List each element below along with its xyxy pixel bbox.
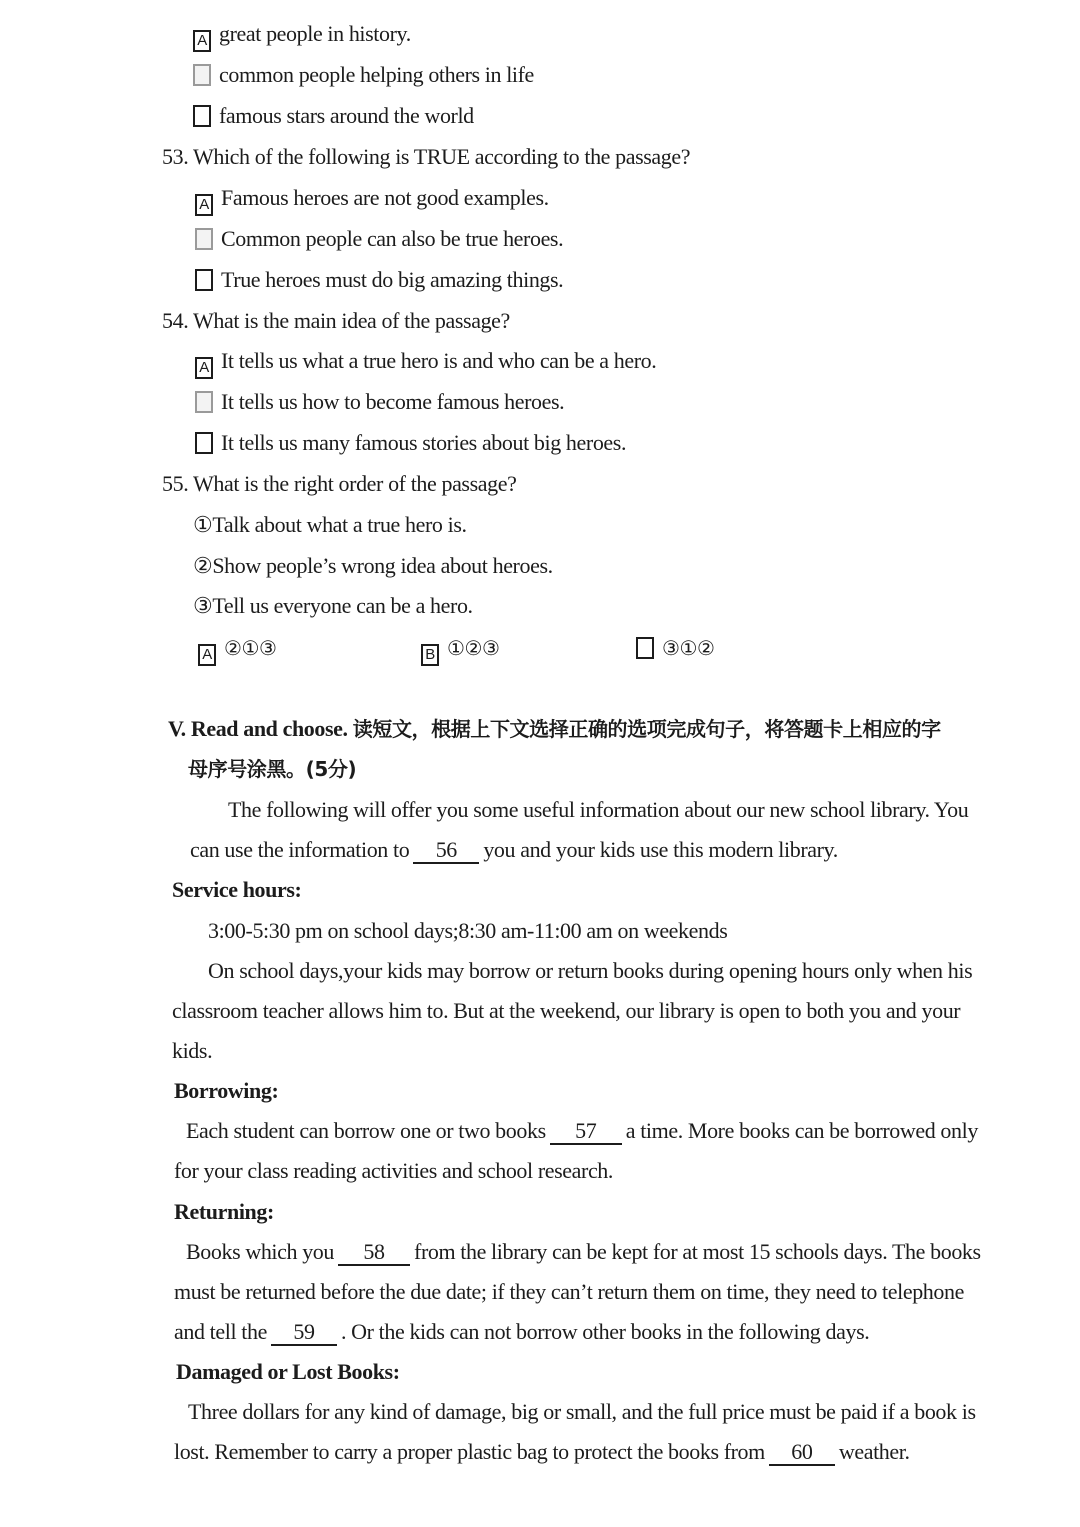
section-heading-en: V. Read and choose. (168, 716, 348, 741)
service-hours-heading: Service hours: (172, 877, 302, 902)
borrowing-line-2: for your class reading activities and school research. (174, 1158, 614, 1183)
choice-text: ③①② (662, 636, 715, 660)
damaged-line-1: Three dollars for any kind of damage, big or small, and the full price must be paid if a book is (188, 1399, 976, 1424)
q55-choice-c (636, 634, 715, 662)
answer-box-b (193, 64, 211, 86)
returning-line-2: must be returned before the due date; if they can’t return them on time, they need to telephone (174, 1279, 964, 1304)
borrowing-heading: Borrowing: (174, 1078, 279, 1103)
section-heading-cn-2: 母序号涂黑。(5分) (188, 757, 357, 781)
blank-60: 60 (769, 1440, 835, 1466)
q55-item-2: ②Show people’s wrong idea about heroes. (193, 553, 553, 578)
answer-box-a: A (195, 357, 213, 379)
q54-stem: 54. What is the main idea of the passage? (162, 308, 510, 333)
q53-option-b (195, 225, 563, 253)
option-text: great people in history. (219, 21, 411, 46)
answer-box-b (195, 228, 213, 250)
returning-heading: Returning: (174, 1199, 274, 1224)
q53-stem: 53. Which of the following is TRUE according to the passage? (162, 144, 691, 169)
option-text: It tells us what a true hero is and who can be a hero. (221, 348, 657, 373)
returning-line-1: Books which you 58 from the library can be kept for at most 15 schools days. The books (186, 1239, 981, 1264)
q55-choice-b (421, 634, 500, 666)
option-text: common people helping others in life (219, 62, 534, 87)
q55-choice-a (198, 634, 277, 666)
choice-text: ②①③ (224, 636, 277, 660)
service-line-2: classroom teacher allows him to. But at the weekend, our library is open to both you and your (172, 998, 961, 1023)
damaged-lost-heading: Damaged or Lost Books: (176, 1359, 400, 1384)
passage-intro-line-1: The following will offer you some useful information about our new school library. You (228, 797, 969, 822)
q54-option-c (195, 429, 626, 457)
service-line-1: On school days,your kids may borrow or return books during opening hours only when his (208, 958, 973, 983)
section-heading-cn: 读短文，根据上下文选择正确的选项完成句子，将答题卡上相应的字 (352, 717, 941, 741)
answer-box-a: A (195, 194, 213, 216)
option-text: Common people can also be true heroes. (221, 226, 564, 251)
option-text: Famous heroes are not good examples. (221, 185, 549, 210)
answer-box-c (195, 432, 213, 454)
q52-option-c (193, 102, 474, 130)
q55-item-1: ①Talk about what a true hero is. (193, 512, 467, 537)
service-line-3: kids. (172, 1038, 213, 1063)
returning-line-3: and tell the 59 . Or the kids can not borrow other books in the following days. (174, 1319, 870, 1344)
answer-box-b (195, 391, 213, 413)
section-heading (168, 715, 941, 743)
blank-57: 57 (550, 1119, 622, 1145)
answer-box-c (195, 269, 213, 291)
q55-item-3: ③Tell us everyone can be a hero. (193, 593, 473, 618)
choice-text: ①②③ (447, 636, 500, 660)
option-text: It tells us how to become famous heroes. (221, 389, 565, 414)
q53-option-c (195, 266, 563, 294)
q52-option-b (193, 61, 534, 89)
passage-intro-line-2: can use the information to 56 you and your kids use this modern library. (190, 837, 838, 862)
q52-option-a (193, 20, 411, 52)
option-text: famous stars around the world (219, 103, 474, 128)
option-text: True heroes must do big amazing things. (221, 267, 564, 292)
blank-56: 56 (413, 838, 479, 864)
answer-box-a: A (193, 30, 211, 52)
blank-58: 58 (338, 1240, 410, 1266)
answer-box-c (193, 105, 211, 127)
blank-59: 59 (271, 1320, 337, 1346)
q54-option-a (195, 347, 656, 379)
q53-option-a (195, 184, 549, 216)
answer-box-c (636, 637, 654, 659)
answer-box-b: B (421, 644, 439, 666)
service-hours-times: 3:00-5:30 pm on school days;8:30 am-11:00 am on weekends (208, 918, 728, 943)
option-text: It tells us many famous stories about big heroes. (221, 430, 627, 455)
damaged-line-2: lost. Remember to carry a proper plastic bag to protect the books from 60 weather. (174, 1439, 910, 1464)
answer-box-a: A (198, 644, 216, 666)
q54-option-b (195, 388, 564, 416)
q55-stem: 55. What is the right order of the passage? (162, 471, 517, 496)
borrowing-line-1: Each student can borrow one or two books 57 a time. More books can be borrowed only (186, 1118, 978, 1143)
